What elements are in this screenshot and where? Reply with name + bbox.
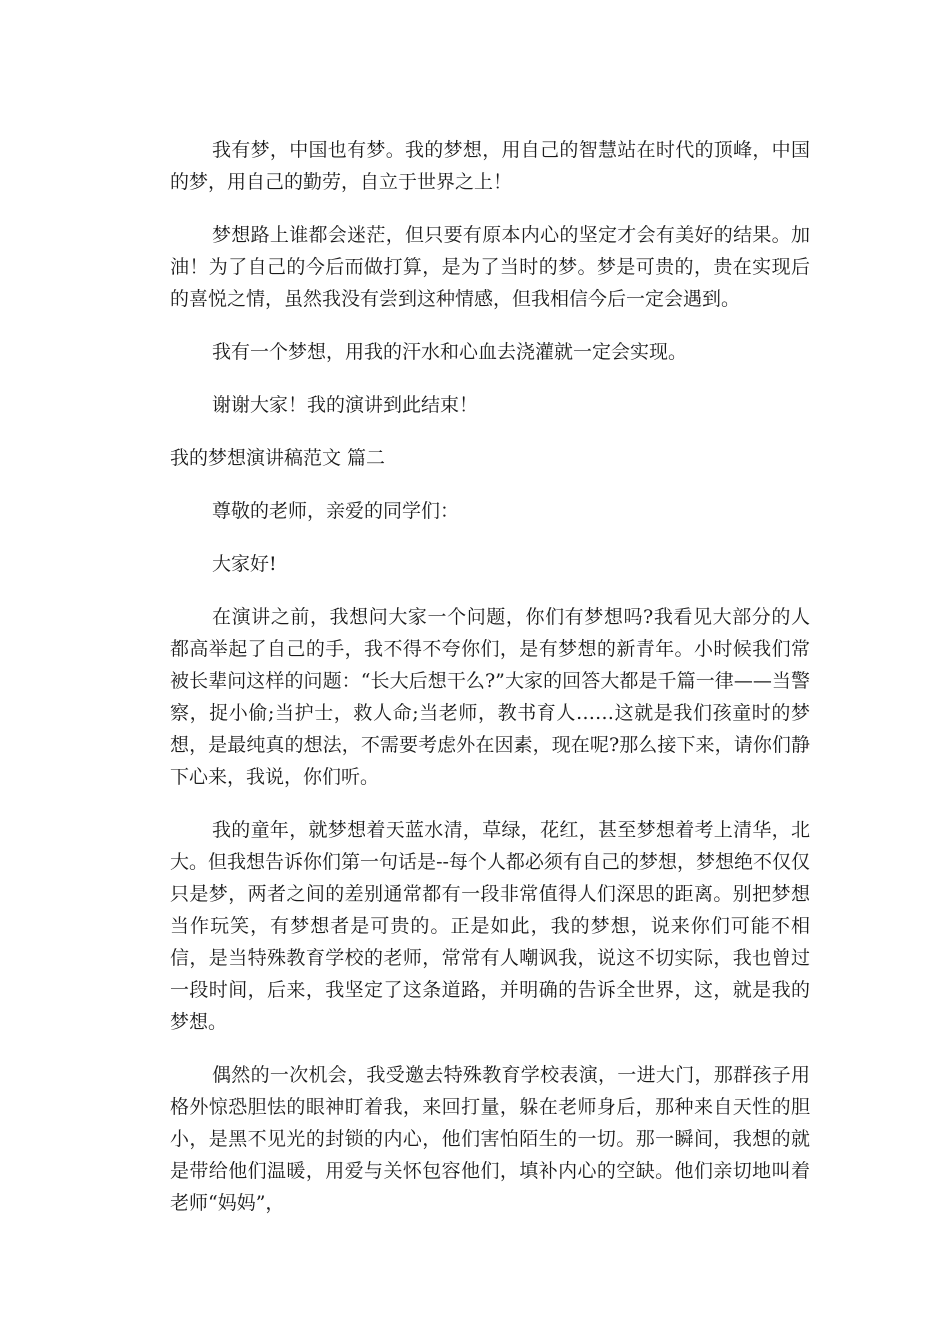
paragraph-hello: 大家好! (212, 553, 277, 575)
paragraph-question: 在演讲之前，我想问大家一个问题，你们有梦想吗?我看见大部分的人都高举起了自己的手，我不得不夸你们，是有梦想的新青年。小时候我们常被长辈问这样的问题：“长大后想干么?”大家的回答大都是千篇一律——当警察，捉小偷;当护士，救人命;当老师，教书育人……这就是我们孩童时的梦想，是最纯真的想法，不需要考虑外在因素，现在呢?那么接下来，请你们静下心来，我说，你们听。 (170, 606, 810, 788)
paragraph-thanks: 谢谢大家！我的演讲到此结束！ (212, 394, 479, 416)
paragraph-dream-china: 我有梦，中国也有梦。我的梦想，用自己的智慧站在时代的顶峰，中国的梦，用自己的勤劳，自立于世界之上！ (170, 139, 810, 193)
paragraph-opportunity: 偶然的一次机会，我受邀去特殊教育学校表演，一进大门，那群孩子用格外惊恐胆怯的眼神盯着我，来回打量，躲在老师身后，那种来自天性的胆小，是黑不见光的封锁的内心，他们害怕陌生的一切。那一瞬间，我想的就是带给他们温暖，用爱与关怀包容他们，填补内心的空缺。他们亲切地叫着老师“妈妈”， (170, 1064, 810, 1214)
paragraph-greeting-teachers: 尊敬的老师，亲爱的同学们： (212, 500, 460, 522)
document-body (170, 134, 810, 1240)
paragraph-dream-road: 梦想路上谁都会迷茫，但只要有原本内心的坚定才会有美好的结果。加油！为了自己的今后而做打算，是为了当时的梦。梦是可贵的，贵在实现后的喜悦之情，虽然我没有尝到这种情感，但我相信今后一定会遇到。 (170, 224, 810, 310)
section-heading: 我的梦想演讲稿范文 篇二 (170, 447, 386, 469)
paragraph-childhood: 我的童年，就梦想着天蓝水清，草绿，花红，甚至梦想着考上清华，北大。但我想告诉你们第一句话是--每个人都必须有自己的梦想，梦想绝不仅仅只是梦，两者之间的差别通常都有一段非常值得人们深思的距离。别把梦想当作玩笑，有梦想者是可贵的。正是如此，我的梦想，说来你们可能不相信，是当特殊教育学校的老师，常常有人嘲讽我，说这不切实际，我也曾过一段时间，后来，我坚定了这条道路，并明确的告诉全世界，这，就是我的梦想。 (170, 819, 810, 1033)
paragraph-dream-sweat: 我有一个梦想，用我的汗水和心血去浇灌就一定会实现。 (212, 341, 688, 363)
